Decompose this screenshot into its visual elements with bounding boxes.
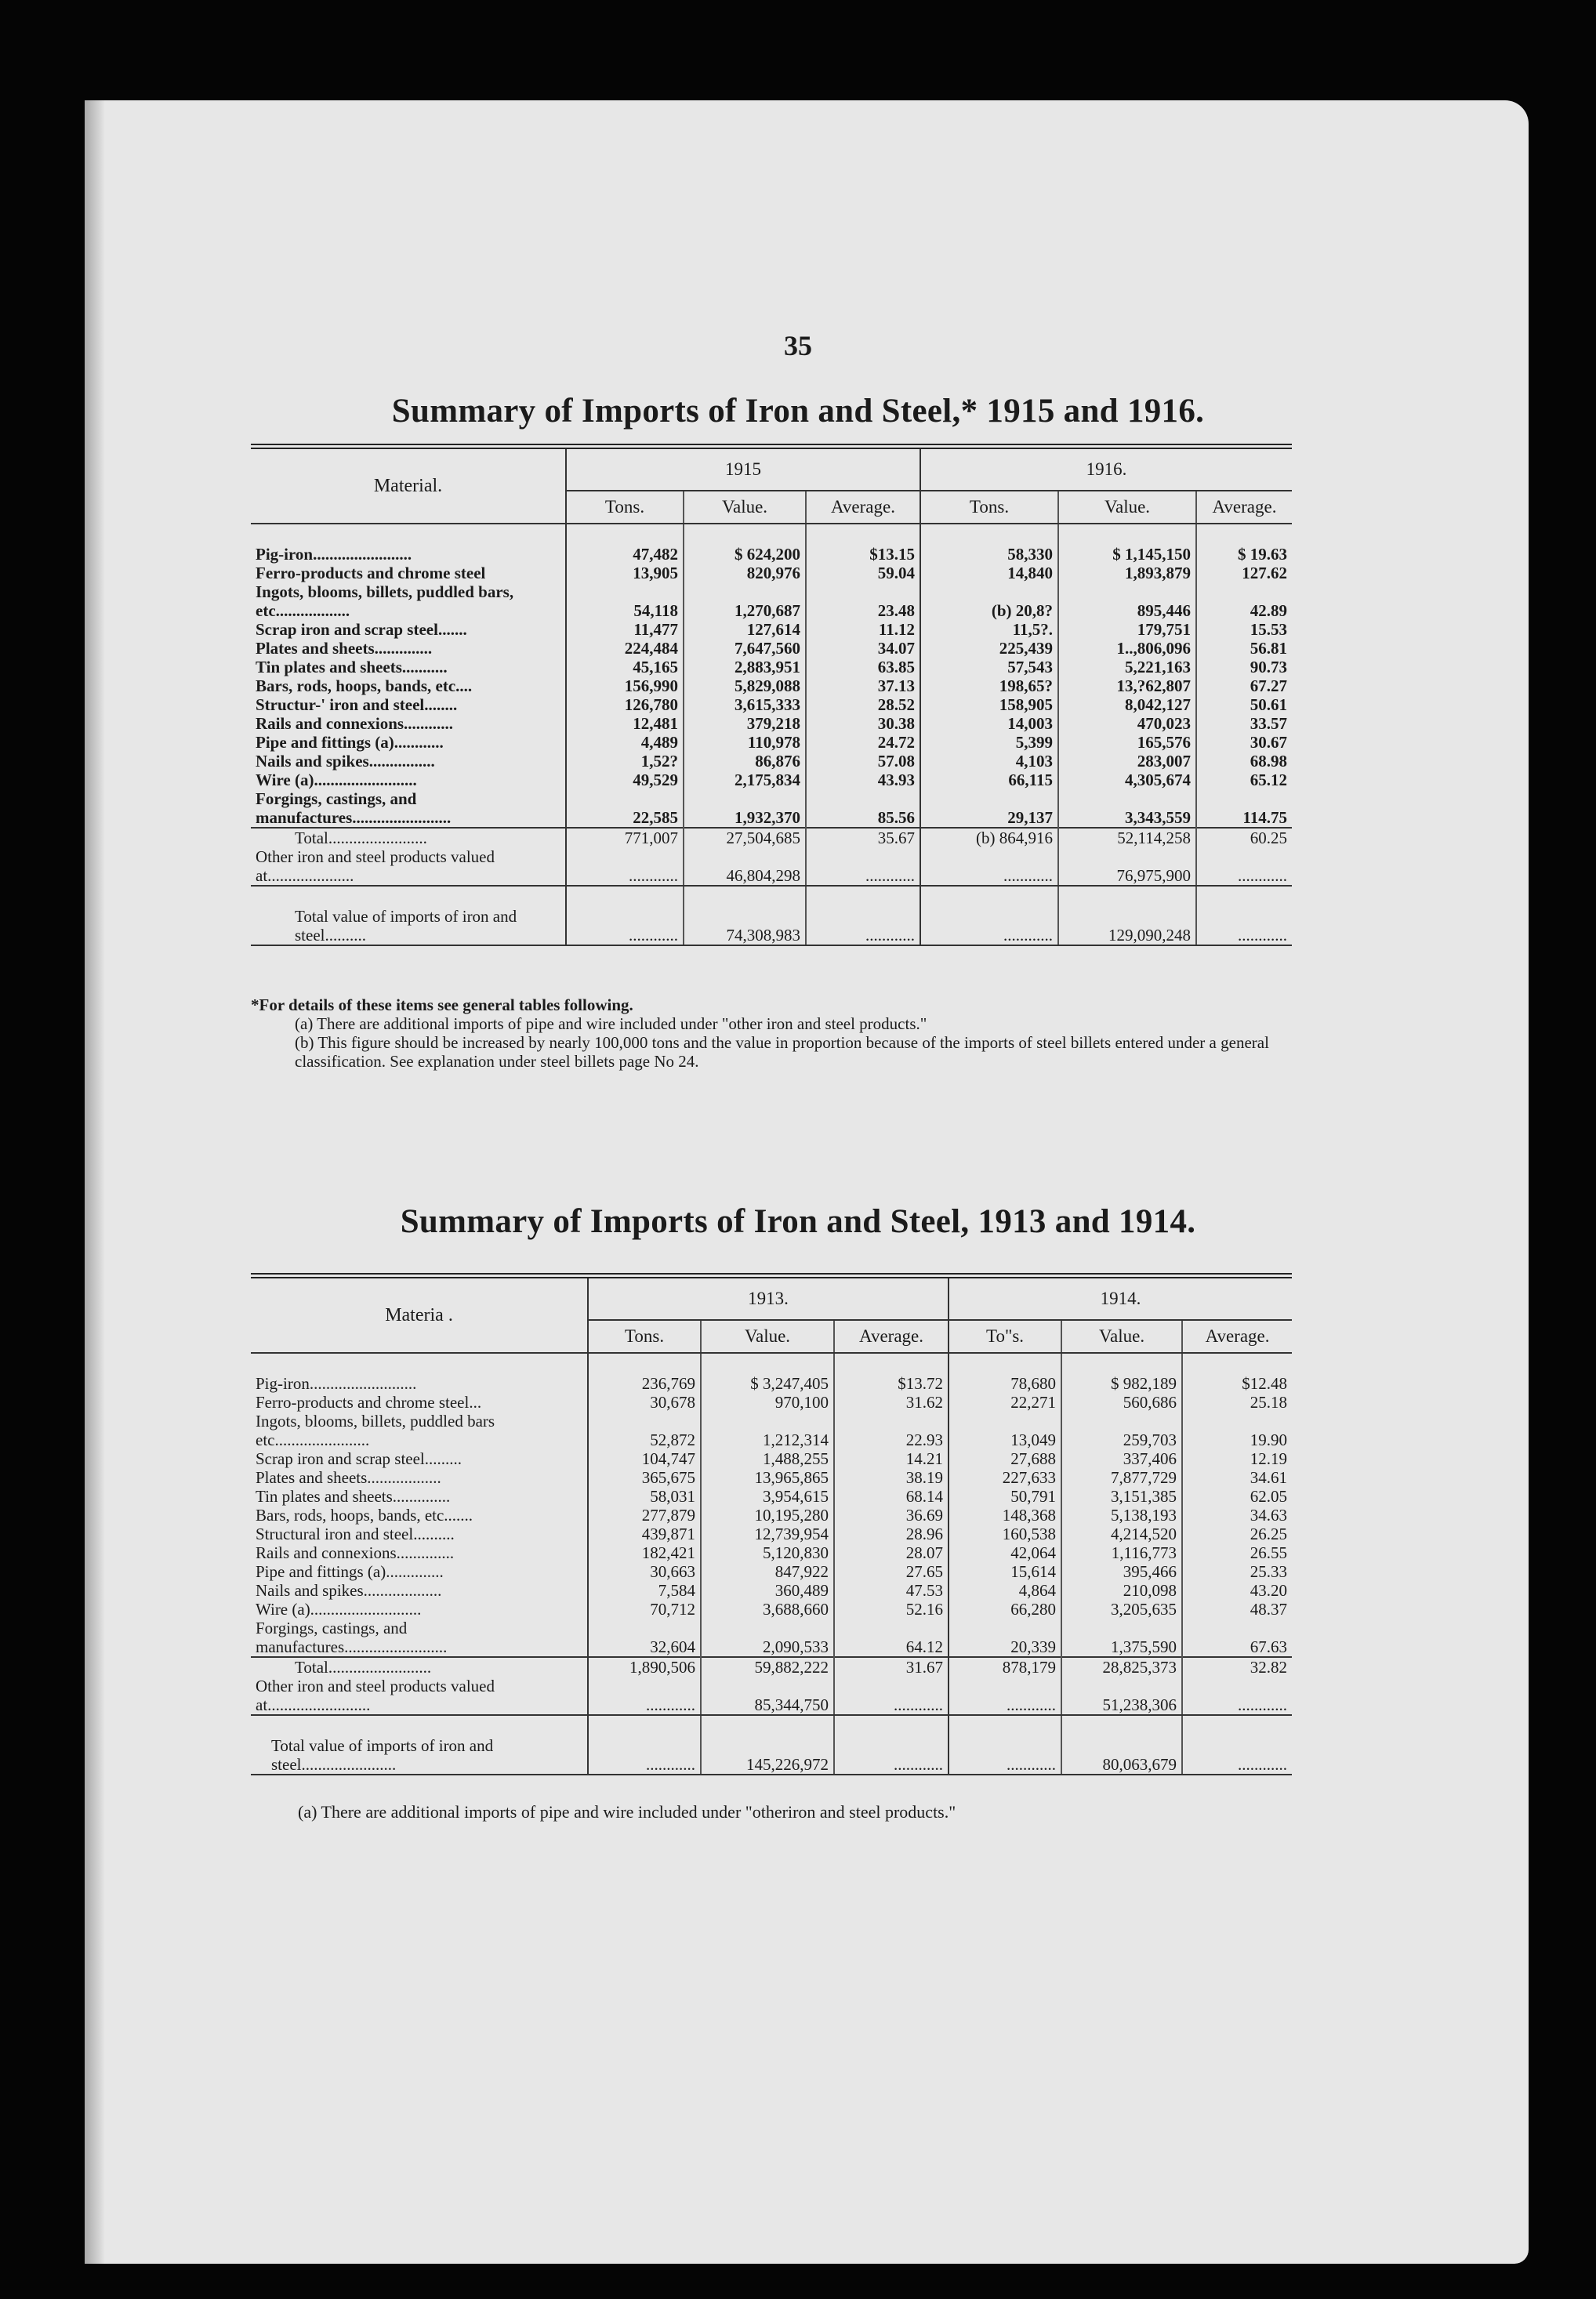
table-row bbox=[251, 1581, 1292, 1600]
table-cell: 820,976 bbox=[684, 564, 806, 582]
table-cell: 37.13 bbox=[806, 676, 920, 695]
table-cell: 27.65 bbox=[834, 1562, 949, 1581]
table-cell: 29,137 bbox=[920, 789, 1058, 828]
table-cell: 67.63 bbox=[1182, 1619, 1292, 1657]
table-cell: ............ bbox=[1196, 907, 1292, 945]
table-cell: 148,368 bbox=[949, 1506, 1061, 1525]
table-cell: 5,399 bbox=[920, 733, 1058, 752]
table-cell: 47,482 bbox=[566, 545, 684, 564]
table-cell: 25.18 bbox=[1182, 1393, 1292, 1412]
table-cell: 126,780 bbox=[566, 695, 684, 714]
value-header: Value. bbox=[701, 1320, 834, 1353]
table-cell: 19.90 bbox=[1182, 1412, 1292, 1449]
row-label: Other iron and steel products valued at......................... bbox=[251, 1677, 588, 1715]
table-cell: 74,308,983 bbox=[684, 907, 806, 945]
table-cell: $ 3,247,405 bbox=[701, 1374, 834, 1393]
table-cell: 1,212,314 bbox=[701, 1412, 834, 1449]
table-cell: 11.12 bbox=[806, 620, 920, 639]
table-cell: 182,421 bbox=[588, 1543, 701, 1562]
material-column-header: Material. bbox=[251, 447, 566, 524]
table-cell: 64.12 bbox=[834, 1619, 949, 1657]
table-cell: 22,271 bbox=[949, 1393, 1061, 1412]
table-cell: 27,504,685 bbox=[684, 828, 806, 847]
table-cell: 878,179 bbox=[949, 1657, 1061, 1677]
tons-header: Tons. bbox=[588, 1320, 701, 1353]
row-label: Nails and spikes................ bbox=[251, 752, 566, 771]
table-cell: 28.52 bbox=[806, 695, 920, 714]
table-cell: 34.07 bbox=[806, 639, 920, 658]
table-cell: 10,195,280 bbox=[701, 1506, 834, 1525]
table-row bbox=[251, 564, 1292, 582]
row-label: Pipe and fittings (a)............ bbox=[251, 733, 566, 752]
table-cell: 395,466 bbox=[1061, 1562, 1182, 1581]
table-cell: 7,584 bbox=[588, 1581, 701, 1600]
table-cell: 15,614 bbox=[949, 1562, 1061, 1581]
average-header: Average. bbox=[1196, 491, 1292, 524]
table-cell: ............ bbox=[1182, 1677, 1292, 1715]
table-cell: 52,872 bbox=[588, 1412, 701, 1449]
table-row bbox=[251, 658, 1292, 676]
table-cell: 38.19 bbox=[834, 1468, 949, 1487]
table-cell: 13,965,865 bbox=[701, 1468, 834, 1487]
table-cell: 26.25 bbox=[1182, 1525, 1292, 1543]
table-cell: 179,751 bbox=[1058, 620, 1196, 639]
row-label: Ferro-products and chrome steel... bbox=[251, 1393, 588, 1412]
table-cell: 43.20 bbox=[1182, 1581, 1292, 1600]
table-cell: 45,165 bbox=[566, 658, 684, 676]
table-cell: 970,100 bbox=[701, 1393, 834, 1412]
table-cell: 78,680 bbox=[949, 1374, 1061, 1393]
table-cell: 15.53 bbox=[1196, 620, 1292, 639]
table-cell: 86,876 bbox=[684, 752, 806, 771]
table-cell: 3,954,615 bbox=[701, 1487, 834, 1506]
table-cell: 14,840 bbox=[920, 564, 1058, 582]
page-number: 35 bbox=[784, 330, 812, 361]
row-label: Total value of imports of iron and steel.......... bbox=[251, 907, 566, 945]
value-header: Value. bbox=[1061, 1320, 1182, 1353]
table-cell: 25.33 bbox=[1182, 1562, 1292, 1581]
row-label: Pipe and fittings (a).............. bbox=[251, 1562, 588, 1581]
table-cell: 47.53 bbox=[834, 1581, 949, 1600]
table-cell: 85,344,750 bbox=[701, 1677, 834, 1715]
table-cell: 59.04 bbox=[806, 564, 920, 582]
footnote: (b) This figure should be increased by nearly 100,000 tons and the value in proportion because of the imports of steel billets entered under a general classification. See explanation under steel billets page No 24. bbox=[295, 1033, 1269, 1071]
table-cell: ............ bbox=[588, 1677, 701, 1715]
table-row bbox=[251, 1600, 1292, 1619]
table-cell: 114.75 bbox=[1196, 789, 1292, 828]
table-cell: 439,871 bbox=[588, 1525, 701, 1543]
table-cell: 90.73 bbox=[1196, 658, 1292, 676]
imports-table-1913-1914 bbox=[251, 1273, 1292, 1775]
table-cell: 1,270,687 bbox=[684, 582, 806, 620]
table-cell: 60.25 bbox=[1196, 828, 1292, 847]
table-row bbox=[251, 695, 1292, 714]
table-row bbox=[251, 1543, 1292, 1562]
table-cell: (b) 20,8? bbox=[920, 582, 1058, 620]
table-cell: 14.21 bbox=[834, 1449, 949, 1468]
table-2-title: Summary of Imports of Iron and Steel, 1913 and 1914. bbox=[400, 1203, 1196, 1240]
total-row bbox=[251, 1657, 1292, 1677]
table-cell: 56.81 bbox=[1196, 639, 1292, 658]
table-cell: ............ bbox=[834, 1736, 949, 1775]
table-cell: 198,65? bbox=[920, 676, 1058, 695]
table-cell: $ 624,200 bbox=[684, 545, 806, 564]
table-cell: ............ bbox=[949, 1677, 1061, 1715]
table-cell: 1,890,506 bbox=[588, 1657, 701, 1677]
footnote: *For details of these items see general tables following. bbox=[251, 995, 633, 1014]
table-cell: 30,663 bbox=[588, 1562, 701, 1581]
table-cell: 12.19 bbox=[1182, 1449, 1292, 1468]
table-row bbox=[251, 676, 1292, 695]
table-cell: 3,151,385 bbox=[1061, 1487, 1182, 1506]
table-cell: 80,063,679 bbox=[1061, 1736, 1182, 1775]
row-label: Scrap iron and scrap steel......... bbox=[251, 1449, 588, 1468]
table-cell: $ 1,145,150 bbox=[1058, 545, 1196, 564]
table-cell: 5,120,830 bbox=[701, 1543, 834, 1562]
table-cell: 365,675 bbox=[588, 1468, 701, 1487]
table-cell: 1,116,773 bbox=[1061, 1543, 1182, 1562]
table-cell: 1,932,370 bbox=[684, 789, 806, 828]
row-label: Total value of imports of iron and steel....................... bbox=[251, 1736, 588, 1775]
table-cell: 236,769 bbox=[588, 1374, 701, 1393]
table-cell: 48.37 bbox=[1182, 1600, 1292, 1619]
table-row bbox=[251, 639, 1292, 658]
table-cell: 46,804,298 bbox=[684, 847, 806, 886]
total-row bbox=[251, 828, 1292, 847]
table-cell: 277,879 bbox=[588, 1506, 701, 1525]
row-label: Rails and connexions.............. bbox=[251, 1543, 588, 1562]
table-cell: 35.67 bbox=[806, 828, 920, 847]
table-row bbox=[251, 1506, 1292, 1525]
table-row bbox=[251, 1562, 1292, 1581]
table-cell: 771,007 bbox=[566, 828, 684, 847]
row-label: Plates and sheets.................. bbox=[251, 1468, 588, 1487]
year-header-1915: 1915 bbox=[566, 447, 920, 491]
table-cell: 50.61 bbox=[1196, 695, 1292, 714]
table-cell: 156,990 bbox=[566, 676, 684, 695]
table-cell: 847,922 bbox=[701, 1562, 834, 1581]
row-label: Forgings, castings, and manufactures......................... bbox=[251, 1619, 588, 1657]
row-label: Structural iron and steel.......... bbox=[251, 1525, 588, 1543]
table-cell: 20,339 bbox=[949, 1619, 1061, 1657]
table-cell: 4,103 bbox=[920, 752, 1058, 771]
table-cell: ............ bbox=[920, 847, 1058, 886]
table-cell: 3,615,333 bbox=[684, 695, 806, 714]
table-cell: 57,543 bbox=[920, 658, 1058, 676]
table-cell: ............ bbox=[566, 907, 684, 945]
table-row bbox=[251, 1449, 1292, 1468]
table-cell: 14,003 bbox=[920, 714, 1058, 733]
table-cell: 42.89 bbox=[1196, 582, 1292, 620]
table-row bbox=[251, 714, 1292, 733]
table-row bbox=[251, 545, 1292, 564]
table-cell: 8,042,127 bbox=[1058, 695, 1196, 714]
table-cell: 30.38 bbox=[806, 714, 920, 733]
table-cell: 560,686 bbox=[1061, 1393, 1182, 1412]
row-label: Wire (a)........................... bbox=[251, 1600, 588, 1619]
table-cell: 12,481 bbox=[566, 714, 684, 733]
table-cell: 227,633 bbox=[949, 1468, 1061, 1487]
row-label: Other iron and steel products valued at..................... bbox=[251, 847, 566, 886]
table-row bbox=[251, 1393, 1292, 1412]
table-cell: 85.56 bbox=[806, 789, 920, 828]
table-cell: 42,064 bbox=[949, 1543, 1061, 1562]
table-cell: 65.12 bbox=[1196, 771, 1292, 789]
table-cell: 3,688,660 bbox=[701, 1600, 834, 1619]
table-cell: ............ bbox=[834, 1677, 949, 1715]
table-cell: 11,477 bbox=[566, 620, 684, 639]
table-row bbox=[251, 1412, 1292, 1449]
grand-total-row bbox=[251, 907, 1292, 945]
table-cell: 32,604 bbox=[588, 1619, 701, 1657]
table-row bbox=[251, 1487, 1292, 1506]
table-cell: 4,214,520 bbox=[1061, 1525, 1182, 1543]
row-label: Plates and sheets.............. bbox=[251, 639, 566, 658]
table-row bbox=[251, 733, 1292, 752]
value-header: Value. bbox=[684, 491, 806, 524]
table-cell: 26.55 bbox=[1182, 1543, 1292, 1562]
year-header-1914: 1914. bbox=[949, 1276, 1292, 1321]
tons-header: To"s. bbox=[949, 1320, 1061, 1353]
table-cell: 110,978 bbox=[684, 733, 806, 752]
row-label: Pig-iron........................ bbox=[251, 545, 566, 564]
table-cell: (b) 864,916 bbox=[920, 828, 1058, 847]
table-cell: 52.16 bbox=[834, 1600, 949, 1619]
table-cell: 1,488,255 bbox=[701, 1449, 834, 1468]
table-cell: ............ bbox=[566, 847, 684, 886]
table-cell: 224,484 bbox=[566, 639, 684, 658]
table-cell: 13,049 bbox=[949, 1412, 1061, 1449]
table-cell: 51,238,306 bbox=[1061, 1677, 1182, 1715]
table-cell: 58,031 bbox=[588, 1487, 701, 1506]
table-cell: 158,905 bbox=[920, 695, 1058, 714]
table-cell: 225,439 bbox=[920, 639, 1058, 658]
table-cell: 59,882,222 bbox=[701, 1657, 834, 1677]
table-cell: 5,829,088 bbox=[684, 676, 806, 695]
table-cell: 22,585 bbox=[566, 789, 684, 828]
table-cell: ............ bbox=[806, 847, 920, 886]
average-header: Average. bbox=[1182, 1320, 1292, 1353]
table-row bbox=[251, 582, 1292, 620]
table-row bbox=[251, 1525, 1292, 1543]
table-cell: 30.67 bbox=[1196, 733, 1292, 752]
table-cell: 28.96 bbox=[834, 1525, 949, 1543]
table-cell: 5,138,193 bbox=[1061, 1506, 1182, 1525]
imports-table-1915-1916 bbox=[251, 444, 1292, 946]
table-cell: 27,688 bbox=[949, 1449, 1061, 1468]
row-label: Tin plates and sheets........... bbox=[251, 658, 566, 676]
table-cell: 28,825,373 bbox=[1061, 1657, 1182, 1677]
table-cell: 7,647,560 bbox=[684, 639, 806, 658]
table-cell: 2,090,533 bbox=[701, 1619, 834, 1657]
table-cell: 1,375,590 bbox=[1061, 1619, 1182, 1657]
table-row bbox=[251, 1619, 1292, 1657]
table-cell: 11,5?. bbox=[920, 620, 1058, 639]
table-row bbox=[251, 789, 1292, 828]
average-header: Average. bbox=[806, 491, 920, 524]
table-cell: ............ bbox=[920, 907, 1058, 945]
table-cell: 70,712 bbox=[588, 1600, 701, 1619]
table-cell: 24.72 bbox=[806, 733, 920, 752]
table-cell: 4,305,674 bbox=[1058, 771, 1196, 789]
table-cell: 379,218 bbox=[684, 714, 806, 733]
table-cell: 129,090,248 bbox=[1058, 907, 1196, 945]
table-cell: $12.48 bbox=[1182, 1374, 1292, 1393]
table-cell: 63.85 bbox=[806, 658, 920, 676]
table-cell: 34.63 bbox=[1182, 1506, 1292, 1525]
average-header: Average. bbox=[834, 1320, 949, 1353]
table-cell: 3,343,559 bbox=[1058, 789, 1196, 828]
table-cell: 104,747 bbox=[588, 1449, 701, 1468]
table-cell: $ 19.63 bbox=[1196, 545, 1292, 564]
row-label: Wire (a)......................... bbox=[251, 771, 566, 789]
grand-total-row bbox=[251, 1736, 1292, 1775]
table-cell: 165,576 bbox=[1058, 733, 1196, 752]
table-cell: ............ bbox=[1182, 1736, 1292, 1775]
table-1-footnotes bbox=[251, 995, 1292, 1071]
table-cell: 1..,806,096 bbox=[1058, 639, 1196, 658]
table-cell: 28.07 bbox=[834, 1543, 949, 1562]
table-cell: 30,678 bbox=[588, 1393, 701, 1412]
row-label: Rails and connexions............ bbox=[251, 714, 566, 733]
table-1-title: Summary of Imports of Iron and Steel,* 1915 and 1916. bbox=[391, 393, 1205, 430]
tons-header: Tons. bbox=[566, 491, 684, 524]
table-cell: 4,489 bbox=[566, 733, 684, 752]
table-cell: 5,221,163 bbox=[1058, 658, 1196, 676]
row-label: Total........................ bbox=[251, 828, 566, 847]
table-cell: $13.15 bbox=[806, 545, 920, 564]
table-cell: 337,406 bbox=[1061, 1449, 1182, 1468]
row-label: Bars, rods, hoops, bands, etc.... bbox=[251, 676, 566, 695]
table-cell: 12,739,954 bbox=[701, 1525, 834, 1543]
footnote: (a) There are additional imports of pipe and wire included under "other iron and steel products." bbox=[295, 1014, 927, 1033]
table-cell: 210,098 bbox=[1061, 1581, 1182, 1600]
table-cell: 33.57 bbox=[1196, 714, 1292, 733]
table-cell: 3,205,635 bbox=[1061, 1600, 1182, 1619]
table-cell: $ 982,189 bbox=[1061, 1374, 1182, 1393]
table-cell: 127,614 bbox=[684, 620, 806, 639]
year-header-1916: 1916. bbox=[920, 447, 1292, 491]
table-cell: 43.93 bbox=[806, 771, 920, 789]
table-cell: 145,226,972 bbox=[701, 1736, 834, 1775]
year-header-1913: 1913. bbox=[588, 1276, 949, 1321]
table-cell: 36.69 bbox=[834, 1506, 949, 1525]
row-label: Tin plates and sheets.............. bbox=[251, 1487, 588, 1506]
table-cell: 31.62 bbox=[834, 1393, 949, 1412]
table-cell: 68.14 bbox=[834, 1487, 949, 1506]
table-cell: 360,489 bbox=[701, 1581, 834, 1600]
table-cell: 31.67 bbox=[834, 1657, 949, 1677]
table-cell: 1,52? bbox=[566, 752, 684, 771]
table-cell: 50,791 bbox=[949, 1487, 1061, 1506]
table-cell: 67.27 bbox=[1196, 676, 1292, 695]
table-cell: 2,883,951 bbox=[684, 658, 806, 676]
table-row bbox=[251, 1374, 1292, 1393]
other-products-row bbox=[251, 1677, 1292, 1715]
table-cell: 13,?62,807 bbox=[1058, 676, 1196, 695]
row-label: Bars, rods, hoops, bands, etc....... bbox=[251, 1506, 588, 1525]
table-cell: 1,893,879 bbox=[1058, 564, 1196, 582]
row-label: Ingots, blooms, billets, puddled bars, etc.................. bbox=[251, 582, 566, 620]
table-cell: 32.82 bbox=[1182, 1657, 1292, 1677]
table-cell: 62.05 bbox=[1182, 1487, 1292, 1506]
table-cell: ............ bbox=[588, 1736, 701, 1775]
row-label: Total......................... bbox=[251, 1657, 588, 1677]
table-cell: 259,703 bbox=[1061, 1412, 1182, 1449]
row-label: Scrap iron and scrap steel....... bbox=[251, 620, 566, 639]
row-label: Nails and spikes................... bbox=[251, 1581, 588, 1600]
table-cell: ............ bbox=[1196, 847, 1292, 886]
row-label: Pig-iron.......................... bbox=[251, 1374, 588, 1393]
table-row bbox=[251, 771, 1292, 789]
table-cell: 68.98 bbox=[1196, 752, 1292, 771]
row-label: Structur-' iron and steel........ bbox=[251, 695, 566, 714]
table-cell: 34.61 bbox=[1182, 1468, 1292, 1487]
table-cell: 49,529 bbox=[566, 771, 684, 789]
table-cell: 283,007 bbox=[1058, 752, 1196, 771]
table-cell: 52,114,258 bbox=[1058, 828, 1196, 847]
table-cell: 76,975,900 bbox=[1058, 847, 1196, 886]
table-cell: 23.48 bbox=[806, 582, 920, 620]
table-row bbox=[251, 752, 1292, 771]
value-header: Value. bbox=[1058, 491, 1196, 524]
table-cell: 22.93 bbox=[834, 1412, 949, 1449]
table-cell: 7,877,729 bbox=[1061, 1468, 1182, 1487]
table-2-footnote: (a) There are additional imports of pipe and wire included under "otheriron and steel products." bbox=[298, 1802, 956, 1822]
table-cell: ............ bbox=[806, 907, 920, 945]
table-cell: 57.08 bbox=[806, 752, 920, 771]
table-cell: 66,115 bbox=[920, 771, 1058, 789]
other-products-row bbox=[251, 847, 1292, 886]
table-cell: 2,175,834 bbox=[684, 771, 806, 789]
table-cell: 58,330 bbox=[920, 545, 1058, 564]
table-cell: $13.72 bbox=[834, 1374, 949, 1393]
table-row bbox=[251, 620, 1292, 639]
table-cell: 160,538 bbox=[949, 1525, 1061, 1543]
table-cell: 66,280 bbox=[949, 1600, 1061, 1619]
table-cell: 895,446 bbox=[1058, 582, 1196, 620]
table-cell: 54,118 bbox=[566, 582, 684, 620]
row-label: Forgings, castings, and manufactures........................ bbox=[251, 789, 566, 828]
row-label: Ingots, blooms, billets, puddled bars etc....................... bbox=[251, 1412, 588, 1449]
table-cell: 470,023 bbox=[1058, 714, 1196, 733]
tons-header: Tons. bbox=[920, 491, 1058, 524]
table-cell: 127.62 bbox=[1196, 564, 1292, 582]
row-label: Ferro-products and chrome steel bbox=[251, 564, 566, 582]
table-row bbox=[251, 1468, 1292, 1487]
table-cell: ............ bbox=[949, 1736, 1061, 1775]
material-column-header: Materia . bbox=[251, 1276, 588, 1354]
table-cell: 13,905 bbox=[566, 564, 684, 582]
table-cell: 4,864 bbox=[949, 1581, 1061, 1600]
